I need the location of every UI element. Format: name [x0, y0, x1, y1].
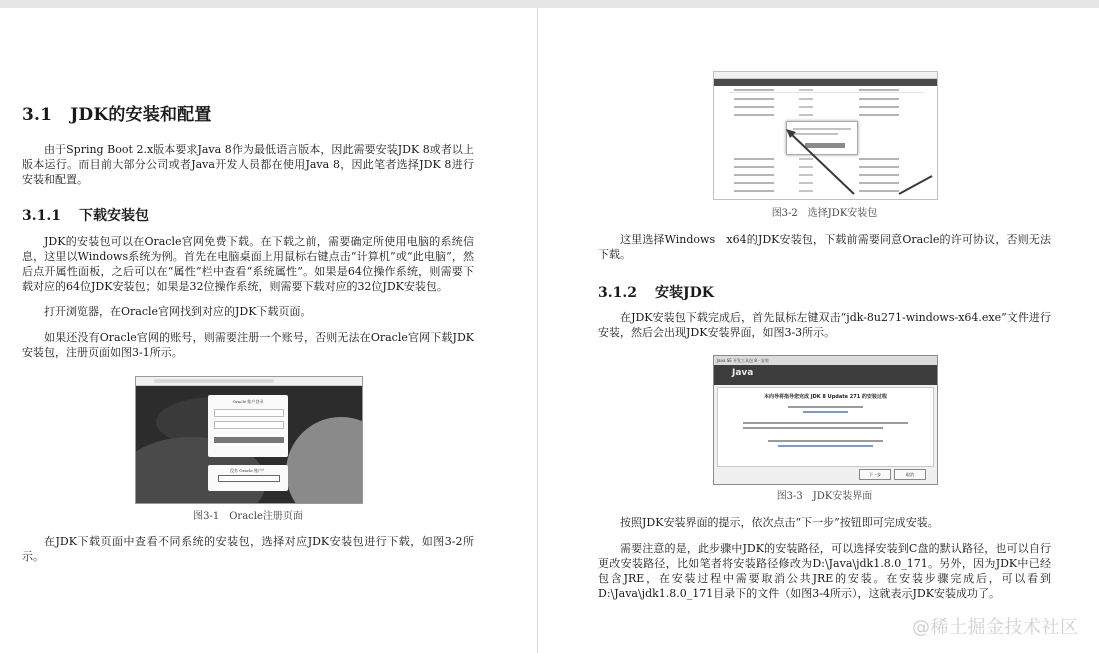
section-heading [22, 100, 212, 125]
register-paragraph: 如果还没有Oracle官网的账号，则需要注册一个账号，否则无法在Oracle官网下载JDK安装包，注册页面如图3-1所示。 [22, 331, 474, 359]
subsection-number: 3.1.1 [22, 208, 61, 224]
right-page [538, 8, 1099, 653]
login-button [214, 437, 284, 443]
address-bar [154, 379, 274, 383]
browser-paragraph: 打开浏览器，在Oracle官网找到对应的JDK下载页面。 [44, 305, 312, 318]
install-path-paragraph: 需要注意的是，此步骤中JDK的安装路径，可以选择安装到C盘的默认路径，也可以自行更改安装路径，比如笔者将安装路径修改为D:\Java\jdk1.8.0_171。另外，因为JDK中已经包含JRE，在安装过程中需要取消公共JRE的安装。在安装步骤完成后，可以看到D:\Java\jdk1.8.0_171目录下的文件（如图3-4所示），这就表示JDK安装成功了。 [598, 542, 1051, 600]
installer-heading: 本向导将指导您完成 JDK 8 Update 271 的安装过程 [764, 394, 887, 400]
username-field [214, 409, 284, 417]
login-card [208, 395, 288, 457]
section-title: JDK的安装和配置 [70, 105, 212, 125]
link-line [778, 445, 873, 447]
text-line [743, 427, 883, 429]
subsection-title: 安装JDK [654, 285, 714, 301]
section-number: 3.1 [22, 105, 53, 125]
login-card-title: Oracle 账户登录 [232, 399, 264, 404]
figure-jdk-installer-window [713, 355, 938, 485]
link-line [803, 411, 848, 413]
subsection-title: 下载安装包 [78, 208, 149, 224]
installer-content-panel [717, 387, 934, 467]
installer-banner [714, 365, 937, 385]
subsection-heading-install [598, 282, 714, 302]
intro-paragraph: 由于Spring Boot 2.x版本要求Java 8作为最低语言版本，因此需要安装JDK 8或者以上版本运行。而目前大部分公司或者Java开发人员都在使用Java 8，因此笔者选择JDK 8进行安装和配置。 [22, 143, 474, 186]
figure-3-3-caption: 图3-3 JDK安装界面 [776, 491, 873, 502]
create-account-button [218, 475, 280, 482]
password-field [214, 421, 284, 429]
java-logo: Java [732, 368, 754, 378]
annotation-arrows [714, 72, 937, 199]
installer-next-button: 下一步 [859, 469, 891, 480]
installer-cancel-button: 取消 [894, 469, 926, 480]
install-paragraph: 在JDK安装包下载完成后，首先鼠标左键双击“jdk-8u271-windows-x64.exe”文件进行安装，然后会出现JDK安装界面，如图3-3所示。 [598, 311, 1051, 339]
figure-oracle-register-screenshot [135, 376, 363, 504]
create-account-text: 没有 Oracle 账户？ [229, 468, 266, 473]
create-account-card [208, 465, 288, 491]
text-line [788, 406, 863, 408]
background-shape [286, 417, 363, 504]
text-line [743, 422, 908, 424]
subsection-heading-download [22, 205, 149, 225]
download-paragraph: JDK的安装包可以在Oracle官网免费下载。在下载之前，需要确定所使用电脑的系统信息，这里以Windows系统为例。首先在电脑桌面上用鼠标右键点击“计算机”或“此电脑”，然后点开属性面板，之后可以在“属性”栏中查看“系统属性”。如果是64位操作系统，则需要下载对应的64位JDK安装包；如果是32位操作系统，则需要下载对应的32位JDK安装包。 [22, 235, 474, 293]
left-page [0, 8, 536, 653]
arrow-line [789, 132, 854, 194]
windows-x64-paragraph: 这里选择Windows x64的JDK安装包，下载前需要同意Oracle的许可协议，否则无法下载。 [598, 233, 1051, 261]
figure-3-1-caption: 图3-1 Oracle注册页面 [193, 511, 303, 522]
figure-3-2-caption: 图3-2 选择JDK安装包 [771, 208, 878, 219]
browser-toolbar [136, 377, 362, 386]
viewer-top-bar [0, 0, 1099, 8]
select-package-paragraph: 在JDK下载页面中查看不同系统的安装包，选择对应JDK安装包进行下载，如图3-2所示。 [22, 535, 474, 563]
next-step-paragraph: 按照JDK安装界面的提示，依次点击“下一步”按钮即可完成安装。 [620, 516, 939, 529]
installer-title-bar: Java SE 开发工具包 8 - 安装 [714, 356, 937, 365]
figure-jdk-download-table [713, 71, 938, 200]
text-line [768, 440, 883, 442]
site-watermark: @稀土掘金技术社区 [912, 617, 1079, 638]
arrow-line [899, 176, 932, 194]
subsection-number: 3.1.2 [598, 285, 637, 301]
